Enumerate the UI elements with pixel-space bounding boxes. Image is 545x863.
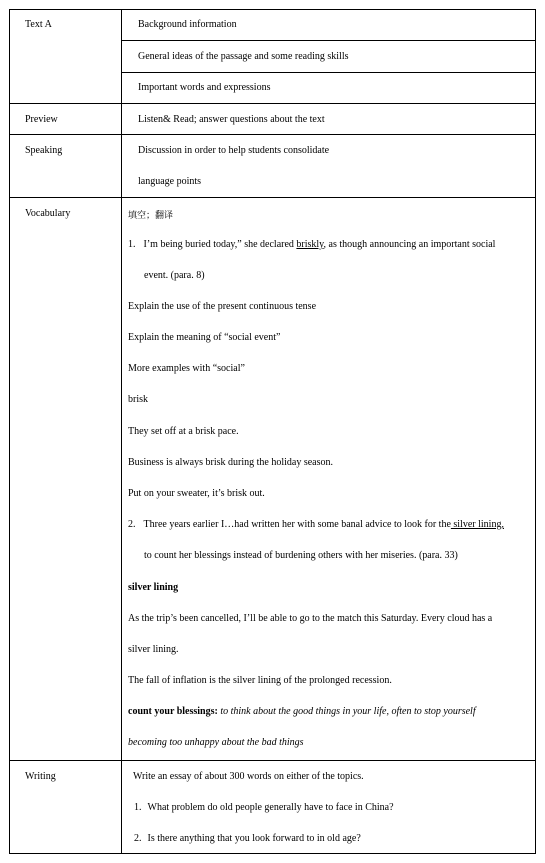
writing-intro: Write an essay of about 300 words on either of the topics. — [133, 771, 364, 782]
row-vocabulary — [9, 198, 536, 761]
vocab-brisk-example-3: Put on your sweater, it’s brisk out. — [128, 488, 265, 499]
vocab-examples-social: More examples with “social” — [128, 363, 245, 374]
vocab-silver-example-1b: silver lining. — [128, 644, 179, 655]
vocab-explain-1: Explain the use of the present continuous tense — [128, 301, 317, 312]
vocab-silver-lining-heading: silver lining — [128, 582, 179, 593]
writing-topic-2 — [134, 833, 361, 844]
lesson-plan-table — [9, 9, 536, 854]
vocab-brisk-example-2: Business is always brisk during the holiday season. — [128, 457, 333, 468]
row-speaking — [9, 135, 536, 198]
inner-rule-1 — [122, 40, 536, 41]
vocab-q1-number: 1. — [128, 239, 136, 250]
vocab-q1-line-1 — [128, 239, 495, 250]
writing-topic-1-text: What problem do old people generally have to face in China? — [147, 802, 394, 813]
vocab-q2-keyword: silver lining, — [450, 519, 504, 530]
row-text-a — [9, 9, 536, 104]
vocab-q1-keyword: briskly — [296, 239, 324, 250]
vocab-count-blessings-term: count your blessings: — [128, 706, 218, 717]
text-a-item-3: Important words and expressions — [138, 82, 271, 93]
row-preview — [9, 104, 536, 135]
vocab-count-blessings-def-2: becoming too unhappy about the bad things — [128, 737, 304, 748]
writing-topic-1-number: 1. — [134, 802, 142, 813]
vocab-explain-2: Explain the meaning of “social event” — [128, 332, 281, 343]
row-label-speaking: Speaking — [25, 145, 63, 156]
row-writing — [9, 761, 536, 854]
vocab-q1-line-2: event. (para. 8) — [144, 270, 205, 281]
row-label-writing: Writing — [25, 771, 56, 782]
text-a-item-2: General ideas of the passage and some reading skills — [138, 51, 349, 62]
text-a-item-1: Background information — [138, 19, 237, 30]
row-label-vocabulary: Vocabulary — [25, 208, 71, 219]
vocab-silver-example-2: The fall of inflation is the silver lining of the prolonged recession. — [128, 675, 392, 686]
row-label-text-a: Text A — [25, 19, 52, 30]
row-label-preview: Preview — [25, 114, 58, 125]
vocab-q1-text-post: , as though announcing an important social — [323, 239, 496, 250]
vocab-heading: 填空；翻译 — [128, 211, 174, 221]
vocab-brisk-example-1: They set off at a brisk pace. — [128, 426, 239, 437]
vocab-q2-line-2: to count her blessings instead of burdening others with her miseries. (para. 33) — [144, 550, 458, 561]
vocab-count-blessings-def-1: to think about the good things in your life, often to stop yourself — [217, 706, 476, 717]
vocab-q2-line-1 — [128, 519, 504, 530]
writing-topic-1 — [134, 802, 394, 813]
inner-rule-2 — [122, 72, 536, 73]
vocab-brisk-heading: brisk — [128, 394, 148, 405]
vocab-silver-example-1a: As the trip’s been cancelled, I’ll be able to go to the match this Saturday. Every cloud has a — [128, 613, 493, 624]
speaking-line-1: Discussion in order to help students consolidate — [138, 145, 330, 156]
vocab-q2-text-pre: Three years earlier I…had written her with some banal advice to look for the — [143, 519, 451, 530]
speaking-line-2: language points — [138, 176, 202, 187]
writing-topic-2-text: Is there anything that you look forward to in old age? — [147, 833, 361, 844]
preview-text: Listen& Read; answer questions about the text — [138, 114, 325, 125]
vocab-q2-number: 2. — [128, 519, 136, 530]
vocab-count-blessings-line-1 — [128, 706, 476, 717]
vocab-q1-text-pre: I’m being buried today,” she declared — [143, 239, 297, 250]
writing-topic-2-number: 2. — [134, 833, 142, 844]
